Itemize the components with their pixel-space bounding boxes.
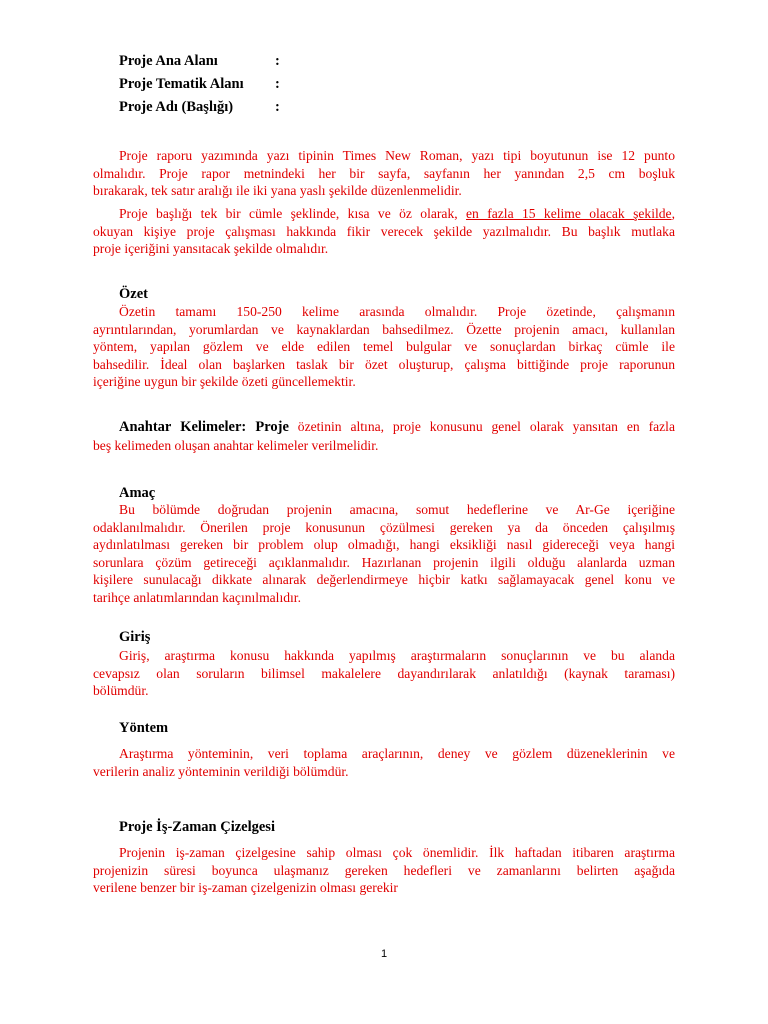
text-line: sorunlara çözüm getireceği açıklanmalıdır. Hazırlanan projenin ilgili olduğu alanlarda uzman [93,554,675,570]
yontem-paragraph [93,745,675,780]
section-heading-is-zaman: Proje İş-Zaman Çizelgesi [119,819,275,835]
giris-paragraph [93,647,675,700]
text-line: Giriş, araştırma konusu hakkında yapılmış araştırmaların sonuçlarının ve bu alanda [119,648,675,663]
text-line: verilerin analiz yönteminin verildiği bölümdür. [93,763,349,779]
text-line: Bu bölümde doğrudan projenin amacına, somut hedeflerine ve Ar-Ge içeriğine [119,502,675,517]
section-heading-yontem: Yöntem [119,720,169,736]
text-line: Özetin tamamı 150-250 kelime arasında olmalıdır. Proje özetinde, çalışmanın [119,304,675,319]
field-label: Proje Tematik Alanı [119,76,244,92]
field-colon: : [275,53,280,69]
text-line: ayrıntılarından, yorumlardan ve kaynaklardan bahsedilmez. Özette projenin amacı, kullanılan [93,321,675,337]
text-line: yöntem, yapılan gözlem ve elde edilen temel bulgular ve sonuçlardan birkaç cümle ile [93,339,675,355]
underlined-text: en fazla 15 kelime olacak şekilde [466,206,672,221]
section-heading-amac: Amaç [119,485,156,501]
intro-paragraph-2 [93,205,675,258]
text-line: bırakarak, tek satır aralığı ile iki yana yaslı şekilde düzenlenmelidir. [93,183,462,199]
text-line: beş kelimeden oluşan anahtar kelimeler verilmelidir. [93,437,379,453]
text-line [93,205,675,223]
header-row-ana-alan [119,52,280,70]
header-row-tematik-alan [119,75,280,93]
field-label: Proje Ana Alanı [119,53,218,69]
text-line: verilene benzer bir iş-zaman çizelgenizin olması gerekir [93,880,398,896]
field-colon: : [275,99,280,115]
text-line [93,418,675,437]
intro-paragraph-1 [93,147,675,200]
field-label: Proje Adı (Başlığı) [119,99,234,115]
text-line: kişilere sunulacağı dikkate alınarak değerlendirmeye hiçbir katkı sağlamayacak genel konu ve [93,572,675,588]
text-line: proje içeriğini yansıtacak şekilde olmalıdır. [93,241,329,257]
is-zaman-paragraph [93,844,675,897]
text-line: Proje raporu yazımında yazı tipinin Times New Roman, yazı tipi boyutunun ise 12 punto [119,148,675,163]
section-heading-ozet: Özet [119,286,148,302]
section-heading-giris: Giriş [119,629,151,645]
text-line: bahsedilir. İdeal olan başlarken taslak bir özet oluşturup, çalışma bittiğinde proje raporunun [93,356,675,372]
anahtar-kelimeler-paragraph [93,418,675,454]
text-line: olmalıdır. Proje rapor metnindeki her bir sayfa, sayfanın her yanından 2,5 cm boşluk [93,165,675,181]
text-line: Araştırma yönteminin, veri toplama araçlarının, deney ve gözlem düzeneklerinin ve [119,746,675,761]
text-line: projenizin süresi boyunca ulaşmanız gereken hedefleri ve zamanlarını belirten aşağıda [93,862,675,878]
text-run: özetinin altına, proje konusunu genel olarak yansıtan en fazla [288,419,675,434]
text-line: tarihçe anlatımlarından kaçınılmalıdır. [93,589,301,605]
field-colon: : [275,76,280,92]
header-row-proje-adi [119,98,280,116]
text-run: Proje başlığı tek bir cümle şeklinde, kısa ve öz olarak, [119,206,467,221]
text-line: okuyan kişiye proje çalışması hakkında fikir verecek şekilde yazılmalıdır. Bu başlık mutlaka [93,223,675,239]
ozet-paragraph [93,303,675,391]
text-line: odaklanılmalıdır. Önerilen proje konusunun çözülmesi gereken ya da önceden çalışılmış [93,519,675,535]
text-run: , [671,206,675,221]
text-line: Projenin iş-zaman çizelgesine sahip olması çok önemlidir. İlk haftadan itibaren araştırma [119,845,675,860]
section-heading-anahtar: Anahtar Kelimeler: Proje [119,419,289,435]
amac-paragraph [93,501,675,607]
text-line: aydınlatılması gereken bir problem olup olmadığı, hangi eksikliği nasıl gidereceği veya hangi [93,537,675,553]
text-line: bölümdür. [93,683,149,699]
page-number: 1 [380,948,388,960]
text-line: içeriğine uygun bir şekilde özeti güncellemektir. [93,374,356,390]
text-line: cevapsız olan soruların bilimsel makalelere dayandırılarak anlatıldığı (kaynak taraması) [93,665,675,681]
